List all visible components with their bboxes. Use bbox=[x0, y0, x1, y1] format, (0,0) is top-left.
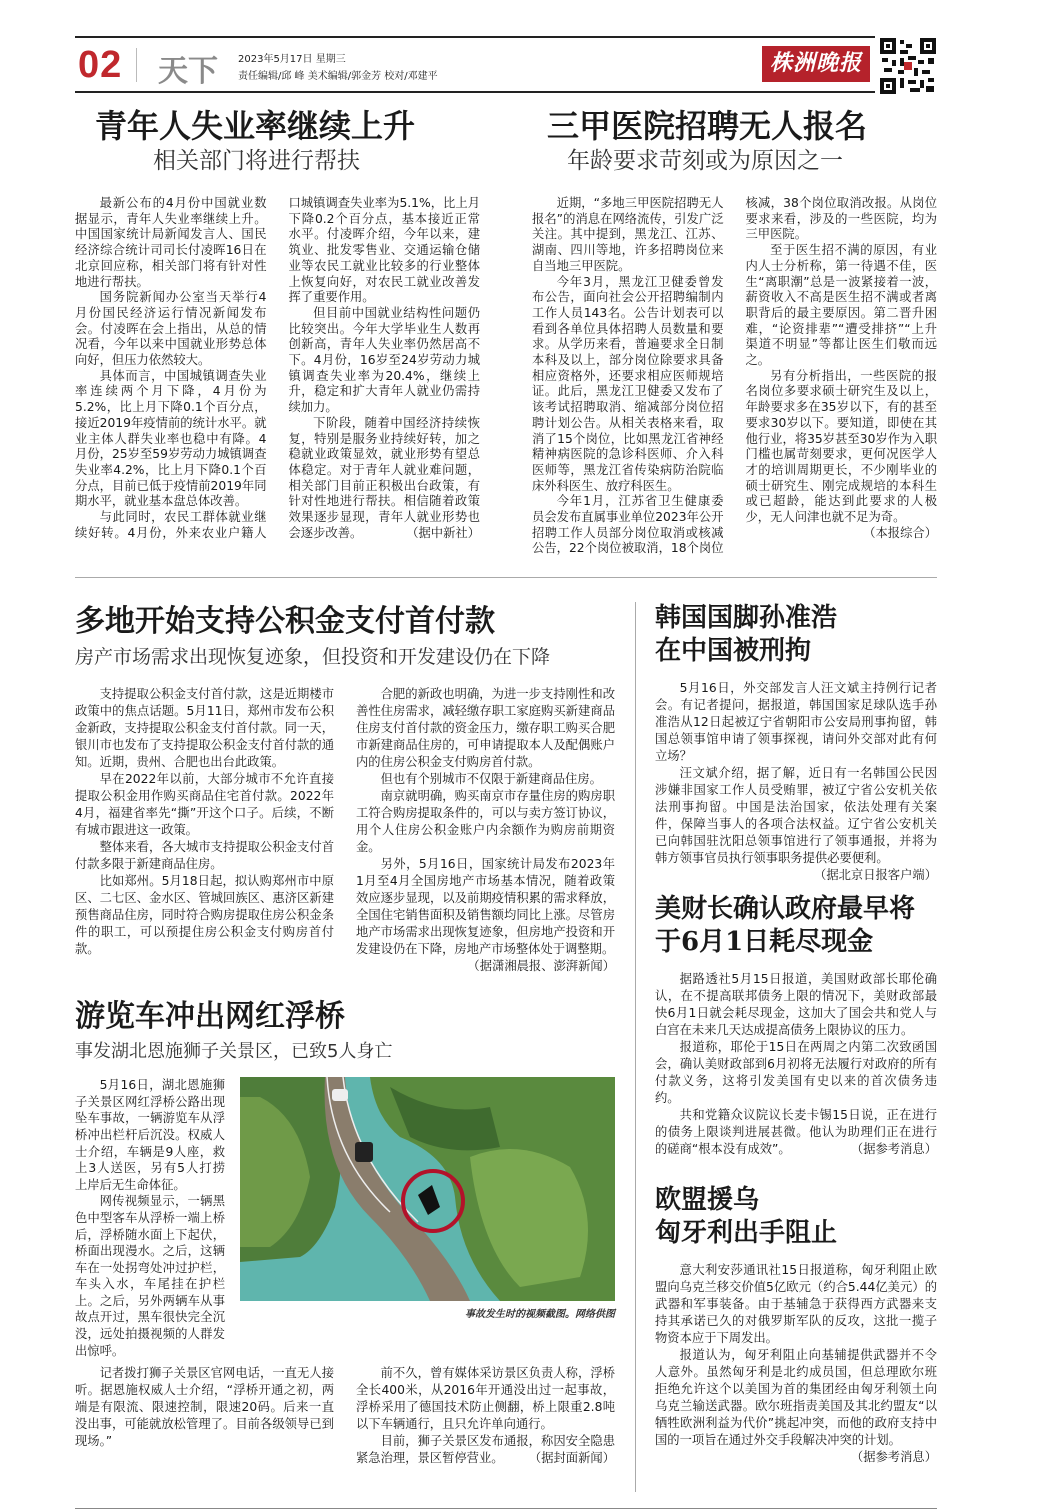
youth-unemployment-subtitle: 相关部门将进行帮扶 bbox=[153, 148, 360, 174]
hospital-body bbox=[532, 196, 937, 557]
korea-headline bbox=[655, 602, 937, 668]
paragraph: 5月16日，湖北恩施狮子关景区网红浮桥公路出现坠车事故，一辆游览车从浮桥冲出栏杆后沉没。权威人士介绍，车辆是9人座，救上3人送医，另有5人打捞上岸后无生命体征。 bbox=[75, 1078, 225, 1192]
paragraph: 近期，“多地三甲医院招聘无人报名”的消息在网络流传，引发广泛关注。其中提到，黑龙江、江苏、湖南、四川等地，许多招聘岗位来自当地三甲医院。 bbox=[532, 196, 724, 273]
bridge-body-lower bbox=[75, 1365, 615, 1467]
bridge-photo-block bbox=[240, 1077, 615, 1359]
issue-date: 2023年5月17日 星期三 bbox=[238, 54, 346, 65]
housing-body bbox=[75, 686, 615, 975]
page-number: 02 bbox=[78, 44, 123, 86]
paragraph: 至于医生招不满的原因，有业内人士分析称，第一待遇不佳，医生“离职潮”总是一波紧接着一波，薪资收入不高是医生招不满或者离职背后的最主要原因。第二晋升困难，“论资排辈”“遭受排挤”“上升渠道不明显”等都让医生们敬而远之。 bbox=[745, 243, 937, 368]
bridge-accident-photo bbox=[240, 1077, 615, 1301]
headline-line: 韩国国脚孙准浩 bbox=[655, 603, 838, 634]
column-divider bbox=[635, 602, 636, 1492]
article-source: （据北京日报客户端） bbox=[814, 868, 937, 883]
paragraph: 今年3月，黑龙江卫健委曾发布公告，面向社会公开招聘编制内工作人员143名。公告计划表可以看到各单位具体招聘人员数量和要求。从学历来看，普遍要求全日制本科及以上，部分岗位除要求具备相应资格外，还要求相应医师规培证。此后，黑龙江卫健委又发布了该考试招聘取消、缩减部分岗位招聘计划公告。从相关表格来看，取消了15个岗位，比如黑龙江省神经精神病医院的急诊科医师、介入科医师等，黑龙江省传染病防治院临床外科医生、放疗科医生。 bbox=[532, 274, 724, 493]
paragraph: 网传视频显示，一辆黑色中型客车从浮桥一端上桥后，浮桥随水面上下起伏，桥面出现漫水。之后，这辆车在一处拐弯处冲过护栏，车头入水，车尾挂在护栏上。之后，另外两辆车从事故点开过，黑车很快完全沉没，远处拍摄视频的人群发出惊呼。 bbox=[75, 1194, 225, 1358]
paragraph: 另有分析指出，一些医院的报名岗位多要求硕士研究生及以上，年龄要求多在35岁以下，有的甚至要求30岁以下。要知道，即使在其他行业，将35岁甚至30岁作为入职门槛也属苛刻要求，更何况医学人才的培训周期更长，不少刚毕业的硕士研究生、刚完成规培的本科生或已超龄，能达到此要求的人极少，无人问津也就不足为奇。 bbox=[745, 368, 937, 525]
treasury-headline bbox=[655, 893, 937, 959]
paragraph: 早在2022年以前，大部分城市不允许直接提取公积金用作购买商品住宅首付款。2022年4月，福建省率先“撕”开这个口子。后续，不断有城市跟进这一政策。 bbox=[75, 772, 334, 838]
article-source: （据封面新闻） bbox=[528, 1451, 615, 1466]
paragraph: 下阶段，随着中国经济持续恢复，特别是服务业持续好转，加之稳就业政策显效，就业形势有望总体稳定。对于青年人就业难问题，相关部门目前正积极出台政策，有针对性地进行帮扶。相信随着政策效果逐步显现，青年人就业形势也会逐步改善。 bbox=[288, 415, 480, 540]
paragraph: 最新公布的4月份中国就业数据显示，青年人失业率继续上升。中国国家统计局新闻发言人、国民经济综合统计司司长付凌晖16日在北京回应称，相关部门将有针对性地进行帮扶。 bbox=[75, 196, 267, 289]
paragraph: 另外，5月16日，国家统计局发布2023年1月至4月全国房地产市场基本情况，随着政策效应逐步显现，以及前期疫情积累的需求释放，全国住宅销售面积及销售额均同比上涨。尽管房地产市场需求出现恢复迹象，但房地产投资和开发建设仍在下降，房地产市场整体处于调整期。 bbox=[356, 857, 615, 957]
top-rule bbox=[75, 36, 875, 38]
paragraph: 国务院新闻办公室当天举行4月份国民经济运行情况新闻发布会。付凌晖在会上指出，从总的情况看，今年以来中国就业形势总体向好，但压力依然较大。 bbox=[75, 290, 267, 368]
headline-line: 欧盟援乌 bbox=[655, 1185, 760, 1216]
youth-unemployment-headline: 青年人失业率继续上升 bbox=[95, 107, 416, 145]
paragraph: 目前，狮子关景区发布通报，称因安全隐患紧急治理，景区暂停营业。 bbox=[356, 1434, 615, 1466]
bridge-body-narrow bbox=[75, 1077, 225, 1359]
paragraph: 合肥的新政也明确，为进一步支持刚性和改善性住房需求，减轻缴存职工家庭购买新建商品住房支付首付款的资金压力，缴存职工购买合肥市新建商品住房的，可申请提取本人及配偶账户内的住房公积金支付购房首付款。 bbox=[356, 687, 615, 770]
bridge-top-row bbox=[75, 1077, 615, 1359]
right-column bbox=[655, 602, 937, 1492]
qr-code-icon bbox=[880, 38, 936, 94]
eu-aid-headline bbox=[655, 1184, 937, 1250]
paragraph: 报道称，耶伦于15日在两周之内第二次致函国会，确认美财政部到6月初将无法履行对政府的所有付款义务，这将引发美国有史以来的首次债务违约。 bbox=[655, 1040, 937, 1106]
korea-body bbox=[655, 680, 937, 883]
paragraph: 具体而言，中国城镇调查失业率连续两个月下降，4月份为5.2%，比上月下降0.1个百分点，接近2019年疫情前的统计水平。就业主体人群失业率也稳中有降。4月份，25岁至59岁劳动力城镇调查失业率4.2%，比上月下降0.1个百分点，目前已低于疫情前2019年同期水平，就业基本盘总体改善。 bbox=[75, 368, 267, 509]
paragraph: 南京就明确，购买南京市存量住房的购房职工符合购房提取条件的，可以与卖方签订协议，用个人住房公积金账户内余额作为购房前期资金。 bbox=[356, 789, 615, 855]
article-source: （据中新社） bbox=[406, 525, 480, 540]
lower-section bbox=[75, 602, 937, 1492]
editor-credits: 责任编辑/邱 峰 美术编辑/郭金芳 校对/邓建平 bbox=[238, 71, 438, 82]
header-divider bbox=[136, 48, 137, 82]
youth-unemployment-body bbox=[75, 196, 480, 541]
article-source: （据参考消息） bbox=[850, 1142, 937, 1157]
korea-article bbox=[655, 602, 937, 883]
paragraph: 5月16日，外交部发言人汪文斌主持例行记者会。有记者提问，据报道，韩国国家足球队选手孙准浩从12日起被辽宁省朝阳市公安局刑事拘留，韩国总领事馆申请了领事探视，请问外交部对此有何立场？ bbox=[655, 681, 937, 764]
section-divider bbox=[75, 577, 937, 578]
article-source: （据参考消息） bbox=[850, 1450, 937, 1465]
headline-line: 美财长确认政府最早将 bbox=[655, 894, 916, 925]
section-name: 天下 bbox=[158, 54, 218, 89]
headline-line: 匈牙利出手阻止 bbox=[655, 1218, 838, 1249]
bridge-subtitle: 事发湖北恩施狮子关景区，已致5人身亡 bbox=[75, 1041, 393, 1063]
paragraph: 报道认为，匈牙利阻止向基辅提供武器并不令人意外。虽然匈牙利是北约成员国，但总理欧尔班拒绝允许这个以美国为首的集团经由匈牙利领土向乌克兰输送武器。欧尔班指责美国及其北约盟友“以牺牲欧洲利益为代价”挑起冲突，而他的政府支持中国的一项旨在通过外交手段解决冲突的计划。 bbox=[655, 1348, 937, 1448]
hospital-article bbox=[532, 106, 937, 557]
hospital-subtitle: 年龄要求苛刻或为原因之一 bbox=[567, 148, 843, 174]
photo-caption: 事故发生时的视频截图。网络供图 bbox=[465, 1309, 615, 1321]
youth-unemployment-article bbox=[75, 106, 480, 557]
paragraph: 比如郑州。5月18日起，拟认购郑州市中原区、二七区、金水区、管城回族区、惠济区新建预售商品住房，同时符合购房提取住房公积金条件的职工，可以预提住房公积金支付购房首付款。 bbox=[75, 874, 334, 957]
paragraph: 今年1月，江苏省卫生健康委员会发布直属事业单位2023年公开招聘工作人员部分岗位取消或核减公告，22个岗位被取消，18个岗位核减，38个岗位取消改报。从岗位要求来看，涉及的一些医院，均为三甲医院。 bbox=[532, 196, 937, 556]
eu-aid-body bbox=[655, 1262, 937, 1466]
paragraph: 记者拨打狮子关景区官网电话，一直无人接听。据恩施权威人士介绍，“浮桥开通之初，两端是有限流、限速控制，限速20码。后来一直没出事，可能就放松管理了。目前各级领导已到现场。” bbox=[75, 1366, 334, 1449]
article-source: （据潇湘晨报、澎湃新闻） bbox=[467, 959, 615, 974]
left-column bbox=[75, 602, 615, 1492]
treasury-body bbox=[655, 971, 937, 1158]
paragraph: 与此同时，农民工群体就业继续好转。4月份，外来农业户籍人口城镇调查失业率为5.1%，比上月下降0.2个百分点，基本接近正常水平。付凌晖介绍，今年以来，建筑业、批发零售业、交通运输仓储业等农民工就业比较多的行业整体上恢复向好，对农民工就业改善发挥了重要作用。 bbox=[75, 196, 480, 540]
treasury-article bbox=[655, 893, 937, 1158]
paragraph: 但也有个别城市不仅限于新建商品住房。 bbox=[380, 772, 602, 787]
paragraph: 但目前中国就业结构性问题仍比较突出。今年大学毕业生人数再创新高，青年人失业率仍然居高不下。4月份，16岁至24岁劳动力城镇调查失业率为20.4%，继续上升，稳定和扩大青年人就业仍需持续加力。 bbox=[288, 305, 480, 415]
newspaper-logo: 株洲晚报 bbox=[762, 46, 870, 82]
top-articles bbox=[75, 106, 937, 557]
paragraph: 前不久，曾有媒体采访景区负责人称，浮桥全长400米，从2016年开通没出过一起事故，浮桥采用了德国技术防止侧翻，桥上限重2.8吨以下车辆通行，且只允许单向通行。 bbox=[356, 1366, 615, 1432]
paragraph: 支持提取公积金支付首付款，这是近期楼市政策中的焦点话题。5月11日，郑州市发布公积金新政，支持提取公积金支付首付款。同一天，银川市也发布了支持提取公积金支付首付款的通知。近期，贵州、合肥也出台此政策。 bbox=[75, 687, 334, 770]
headline-line: 在中国被刑拘 bbox=[655, 636, 812, 667]
paragraph: 据路透社5月15日报道，美国财政部长耶伦确认，在不提高联邦债务上限的情况下，美财政部最快6月1日就会耗尽现金，这加大了国会共和党人与白宫在未来几天达成提高债务上限协议的压力。 bbox=[655, 972, 937, 1038]
housing-subtitle: 房产市场需求出现恢复迹象，但投资和开发建设仍在下降 bbox=[75, 646, 551, 669]
headline-line: 于6月1日耗尽现金 bbox=[655, 927, 874, 958]
bridge-headline: 游览车冲出网红浮桥 bbox=[75, 999, 345, 1035]
paragraph: 汪文斌介绍，据了解，近日有一名韩国公民因涉嫌非国家工作人员受贿罪，被辽宁省公安机关依法刑事拘留。中国是法治国家，依法处理有关案件，保障当事人的各项合法权益。辽宁省公安机关已向韩国驻沈阳总领事馆进行了领事通报，并将为韩方领事官员执行领事职务提供必要便利。 bbox=[655, 766, 937, 866]
paragraph: 意大利安莎通讯社15日报道称，匈牙利阻止欧盟向乌克兰移交价值5亿欧元（约合5.44亿美元）的武器和军事装备。由于基辅急于获得西方武器来支持其承诺已久的对俄罗斯军队的反攻，这批一揽子物资本应于下周发出。 bbox=[655, 1263, 937, 1346]
paragraph: 整体来看，各大城市支持提取公积金支付首付款多限于新建商品住房。 bbox=[75, 840, 334, 872]
hospital-headline: 三甲医院招聘无人报名 bbox=[547, 107, 868, 145]
header-bottom-rule bbox=[75, 91, 875, 93]
eu-aid-article bbox=[655, 1184, 937, 1466]
article-source: （本报综合） bbox=[863, 525, 937, 540]
page-content bbox=[75, 106, 937, 1509]
paragraph: 共和党籍众议院议长麦卡锡15日说，正在进行的债务上限谈判进展甚微。他认为助理们正在进行的磋商“根本没有成效”。 bbox=[655, 1108, 937, 1157]
housing-headline: 多地开始支持公积金支付首付款 bbox=[75, 604, 495, 640]
